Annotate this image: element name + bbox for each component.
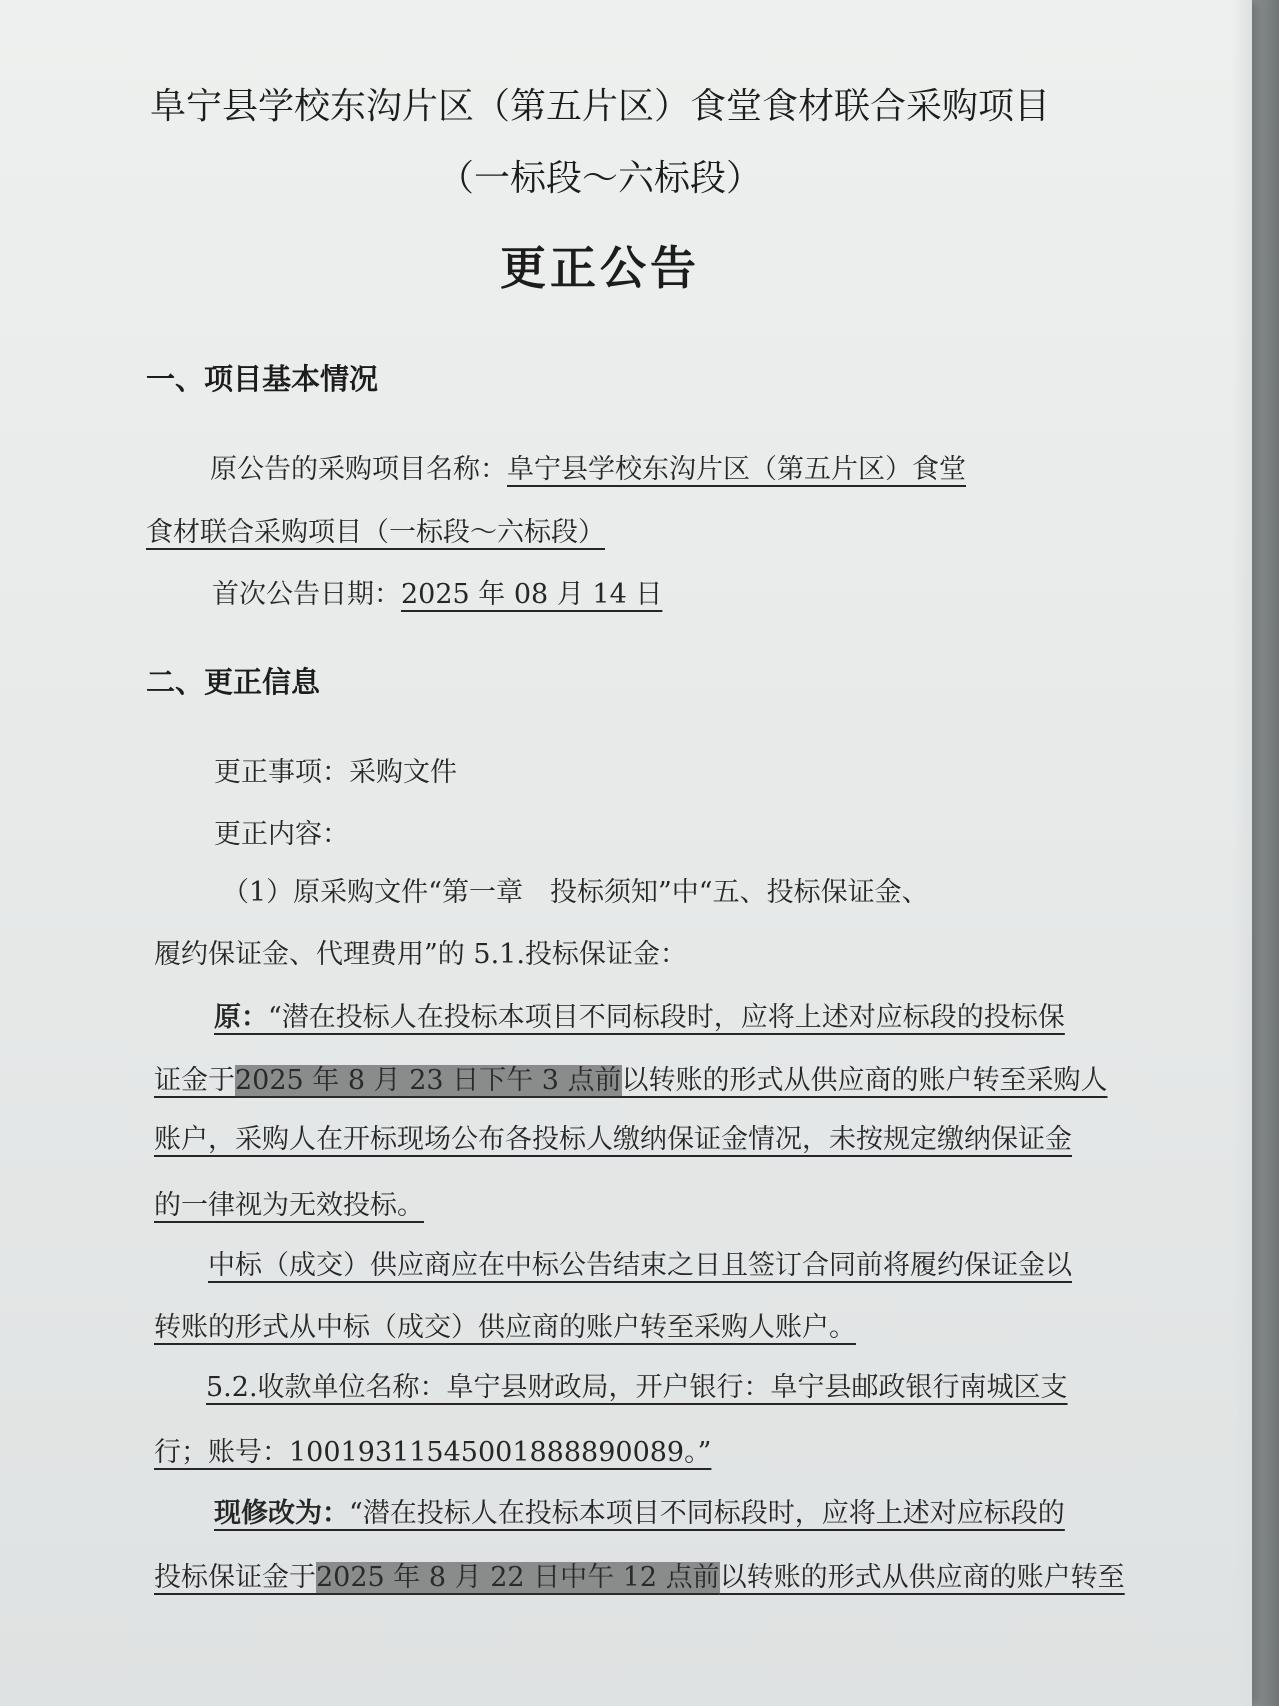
revised-text-line1 — [214, 1491, 1065, 1530]
performance-line1-text: 中标（成交）供应商应在中标公告结束之日且签订合同前将履约保证金以 — [208, 1250, 1072, 1281]
original-line2-post: 以转账的形式从供应商的账户转至采购人 — [621, 1065, 1108, 1096]
correction-item-line — [214, 750, 457, 789]
original-text-line4 — [154, 1183, 424, 1222]
revised-text-line2 — [154, 1555, 1125, 1594]
document-main-title: 更正公告 — [500, 241, 700, 295]
document-title-line2: （一标段～六标段） — [437, 158, 762, 199]
original-label: 原： — [214, 1002, 268, 1033]
payee-line1-text: 5.2.收款单位名称：阜宁县财政局，开户银行：阜宁县邮政银行南城区支 — [206, 1372, 1068, 1403]
original-text-line2 — [154, 1058, 1108, 1097]
clause-line2: 履约保证金、代理费用”的 5.1.投标保证金： — [154, 939, 687, 970]
payee-line1 — [206, 1365, 1068, 1404]
first-date-line — [212, 572, 662, 611]
project-name-value-2: 食材联合采购项目（一标段～六标段） — [146, 517, 605, 548]
performance-line2-text: 转账的形式从中标（成交）供应商的账户转至采购人账户。 — [154, 1312, 856, 1343]
first-date-value: 2025 年 08 月 14 日 — [401, 579, 663, 610]
document-title-line1: 阜宁县学校东沟片区（第五片区）食堂食材联合采购项目 — [149, 86, 1050, 127]
original-line4-text: 的一律视为无效投标。 — [154, 1190, 424, 1221]
original-text-line1 — [214, 995, 1065, 1034]
payee-line2 — [154, 1430, 711, 1469]
revised-line2-pre: 投标保证金于 — [154, 1562, 316, 1593]
payee-line2-text: 行；账号：100193115450018888900​89。” — [154, 1437, 712, 1468]
project-name-label: 原公告的采购项目名称： — [210, 454, 507, 485]
original-deadline-highlight: 2025 年 8 月 23 日下午 3 点前 — [235, 1065, 622, 1096]
page-edge — [1232, 0, 1252, 1706]
first-date-label: 首次公告日期： — [212, 579, 401, 610]
revised-line2-post: 以转账的形式从供应商的账户转至 — [719, 1562, 1125, 1593]
revised-label: 现修改为： — [214, 1498, 349, 1529]
section2-heading: 二、更正信息 — [146, 665, 321, 699]
section1-heading: 一、项目基本情况 — [146, 362, 379, 396]
project-name-line2 — [146, 510, 605, 549]
revised-line1-text: “潜在投标人在投标本项目不同标段时，应将上述对应标段的 — [349, 1498, 1065, 1529]
project-name-line1 — [210, 447, 966, 486]
revised-deadline-highlight: 2025 年 8 月 22 日中午 12 点前 — [316, 1562, 720, 1593]
clause-line1: （1）原采购文件“第一章 投标须知”中“五、投标保证金、 — [222, 877, 929, 908]
correction-item-value: 采购文件 — [349, 757, 457, 788]
performance-bond-line2 — [154, 1305, 856, 1344]
performance-bond-line1 — [208, 1243, 1072, 1282]
original-line2-pre: 证金于 — [154, 1065, 235, 1096]
project-name-value-1: 阜宁县学校东沟片区（第五片区）食堂 — [507, 454, 966, 485]
original-line1-text: “潜在投标人在投标本项目不同标段时，应将上述对应标段的投标保 — [268, 1002, 1065, 1033]
correction-item-label: 更正事项： — [214, 757, 349, 788]
correction-content-label: 更正内容： — [214, 819, 349, 850]
original-line3-text: 账户，采购人在开标现场公布各投标人缴纳保证金情况，未按规定缴纳保证金 — [154, 1124, 1072, 1155]
original-text-line3 — [154, 1117, 1072, 1156]
